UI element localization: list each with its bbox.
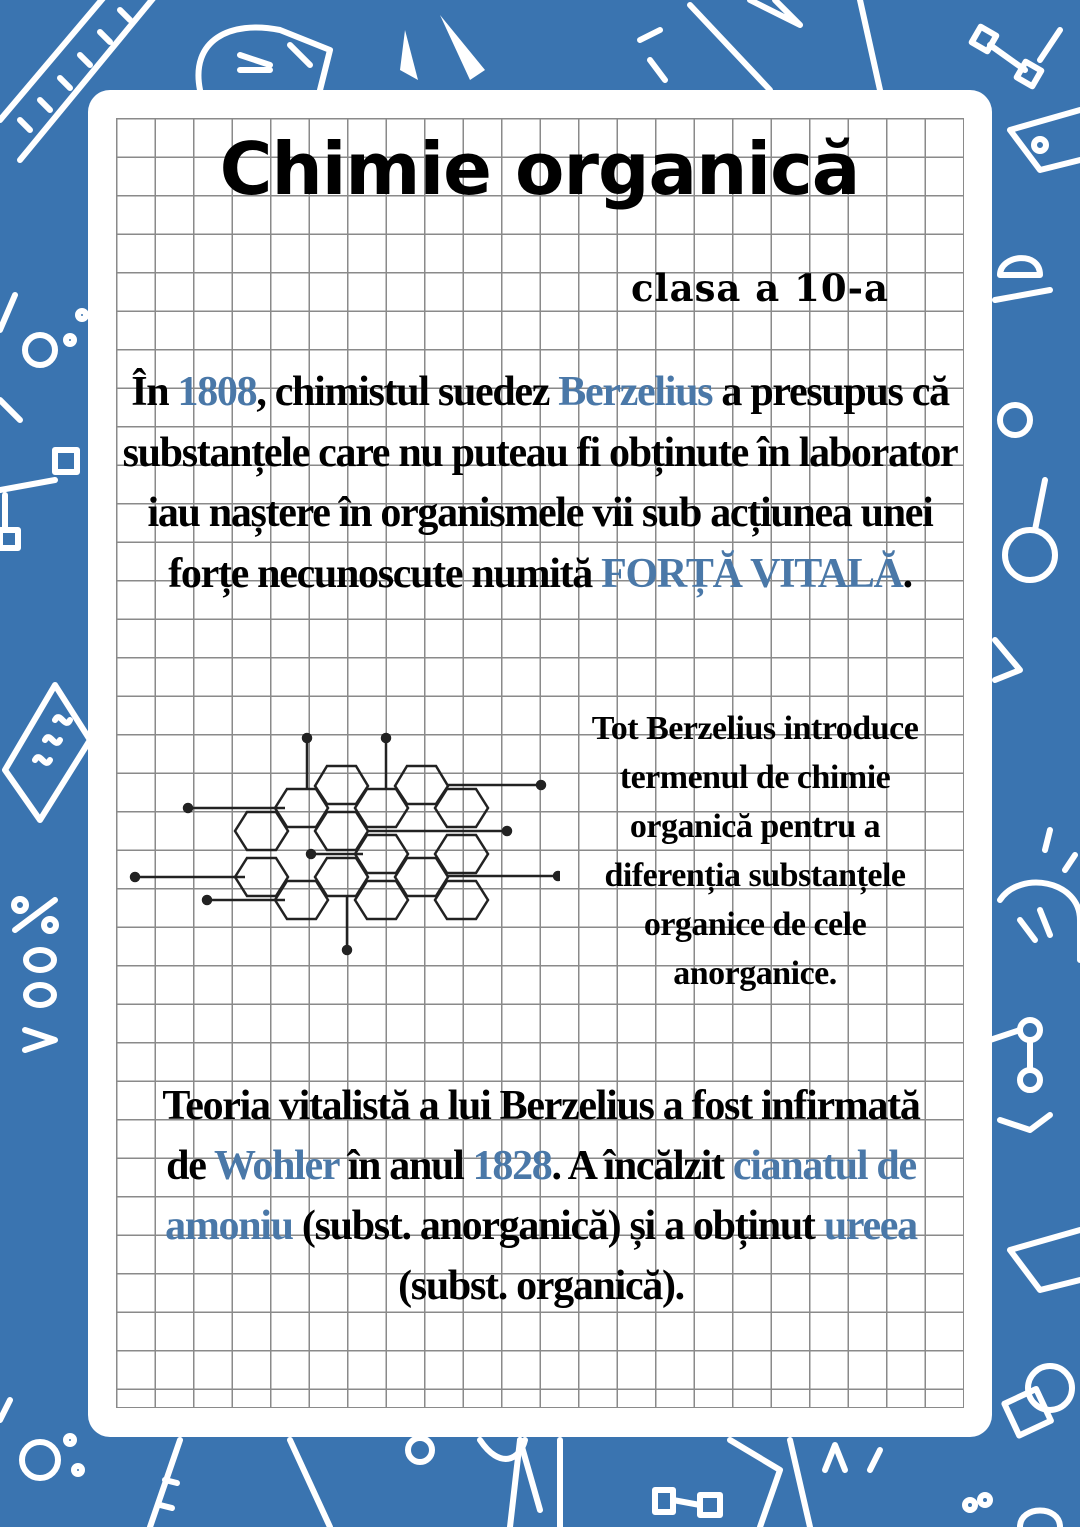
- molecule-icon: [990, 1020, 1050, 1130]
- lightbulb-icon: [198, 28, 330, 91]
- year-1828: 1828: [472, 1143, 552, 1189]
- text-segment: , chimistul suedez: [256, 369, 559, 415]
- paragraph-organic-term: Tot Berzelius introduce termenul de chimie organică pentru a diferenția substanțele organice de cele anorganice.: [591, 710, 919, 992]
- text-segment: în anul: [338, 1143, 473, 1189]
- term-urea: ureea: [823, 1203, 917, 1249]
- text-segment: În: [131, 369, 178, 415]
- term-vital-force: FORȚĂ VITALĂ: [601, 550, 903, 597]
- flask-icon: [0, 295, 86, 548]
- triangle-ruler-icon: [640, 0, 880, 90]
- hexagon-molecule-network-icon: [120, 720, 560, 960]
- name-wohler: Wohler: [214, 1143, 339, 1189]
- name-berzelius: Berzelius: [558, 369, 713, 415]
- pencil-icon: [400, 15, 485, 80]
- year-1808: 1808: [177, 369, 257, 415]
- magnifier-icon: [0, 1400, 82, 1478]
- lightbulb-icon: [1000, 830, 1080, 960]
- text-segment: Teoria vitalistă a lui Berzelius a fost infirmată de: [162, 1083, 920, 1189]
- paragraph-wohler: [150, 1076, 932, 1316]
- percent-100-icon: [14, 899, 56, 1050]
- pencil-icon: [480, 1440, 880, 1527]
- paragraph-vital-force: [122, 362, 958, 604]
- term-ammonium-cyanate: cianatul de amoniu: [165, 1143, 916, 1249]
- text-segment: (subst. organică).: [398, 1263, 684, 1309]
- text-segment: .: [902, 550, 912, 597]
- beaker-icon: [995, 110, 1080, 580]
- triangle-ruler-icon: [995, 640, 1020, 680]
- text-segment: (subst. anorganică) și a obținut: [292, 1203, 824, 1249]
- page-title: Chimie organică: [219, 127, 860, 211]
- class-subtitle: clasa a 10-a: [631, 266, 889, 310]
- molecule-icon: [972, 27, 1060, 87]
- text-segment: a presupus că substanțele care nu puteau fi obținute în laborator iau naștere în organismele vii sub acțiunea unei forțe necunoscute numită: [122, 369, 958, 597]
- text-segment: . A încălzit: [551, 1143, 733, 1189]
- ruler-icon: [5, 685, 90, 820]
- ruler-icon: [150, 1438, 560, 1527]
